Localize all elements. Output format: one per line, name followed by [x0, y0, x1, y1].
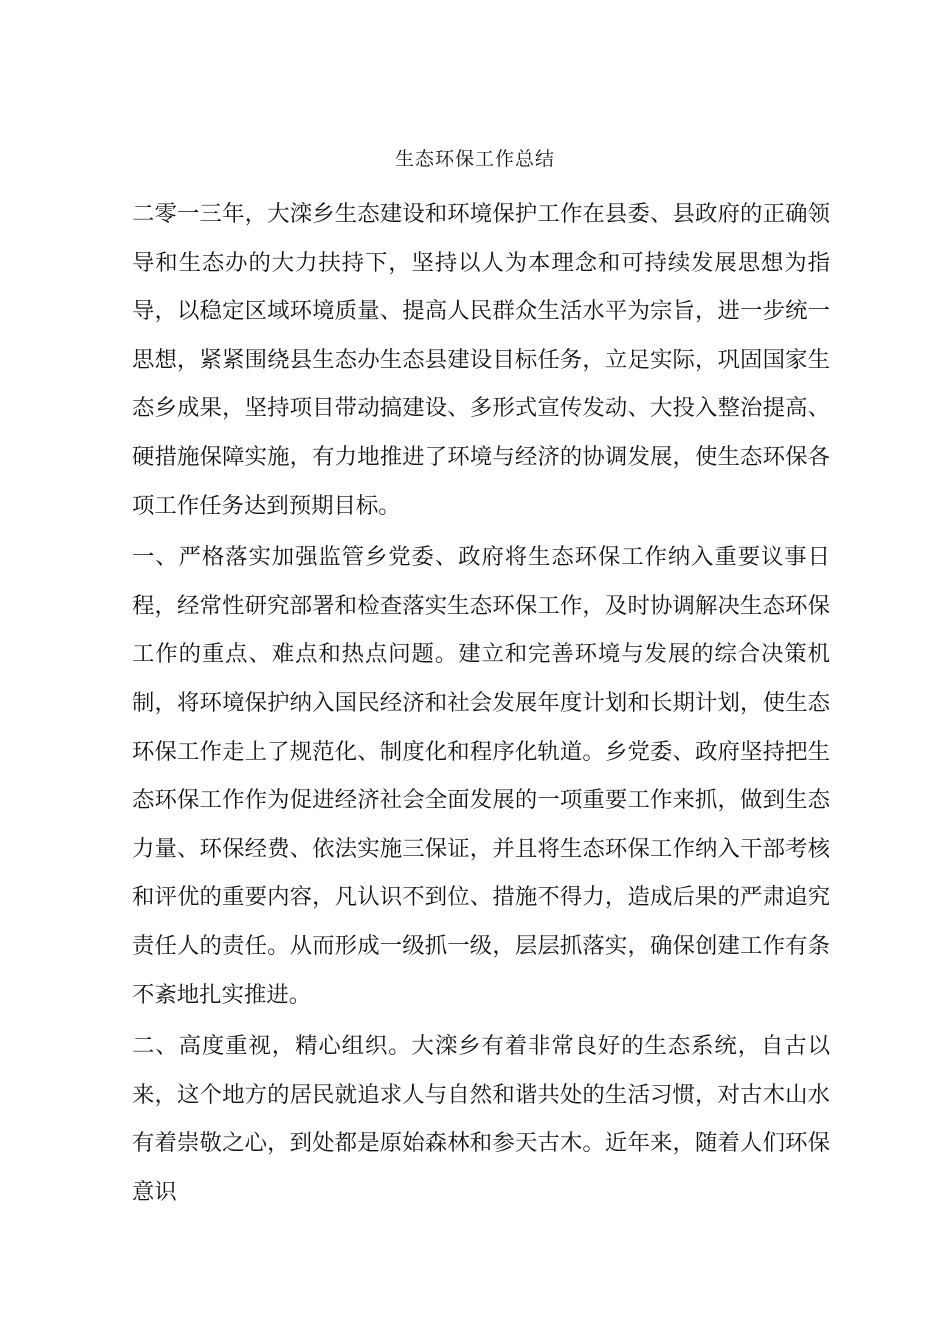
paragraph-section-two: 二、高度重视，精心组织。大滦乡有着非常良好的生态系统，自古以来，这个地方的居民就追求人与自然和谐共处的生活习惯，对古木山水有着崇敬之心，到处都是原始森林和参天古木。近年来，随着人们环保意识	[132, 1033, 830, 1205]
paragraph-intro: 二零一三年，大滦乡生态建设和环境保护工作在县委、县政府的正确领导和生态办的大力扶持下，坚持以人为本理念和可持续发展思想为指导，以稳定区域环境质量、提高人民群众生活水平为宗旨，进一步统一思想，紧紧围绕县生态办生态县建设目标任务，立足实际，巩固国家生态乡成果，坚持项目带动搞建设、多形式宣传发动、大投入整治提高、硬措施保障实施，有力地推进了环境与经济的协调发展，使生态环保各项工作任务达到预期目标。	[132, 201, 830, 519]
document-body	[132, 190, 830, 1216]
paragraph-section-one: 一、严格落实加强监管乡党委、政府将生态环保工作纳入重要议事日程，经常性研究部署和检查落实生态环保工作，及时协调解决生态环保工作的重点、难点和热点问题。建立和完善环境与发展的综合决策机制，将环境保护纳入国民经济和社会发展年度计划和长期计划，使生态环保工作走上了规范化、制度化和程序化轨道。乡党委、政府坚持把生态环保工作作为促进经济社会全面发展的一项重要工作来抓，做到生态力量、环保经费、依法实施三保证，并且将生态环保工作纳入干部考核和评优的重要内容，凡认识不到位、措施不得力，造成后果的严肃追究责任人的责任。从而形成一级抓一级，层层抓落实，确保创建工作有条不紊地扎实推进。	[132, 544, 830, 1008]
document-title: 生态环保工作总结	[394, 148, 555, 170]
